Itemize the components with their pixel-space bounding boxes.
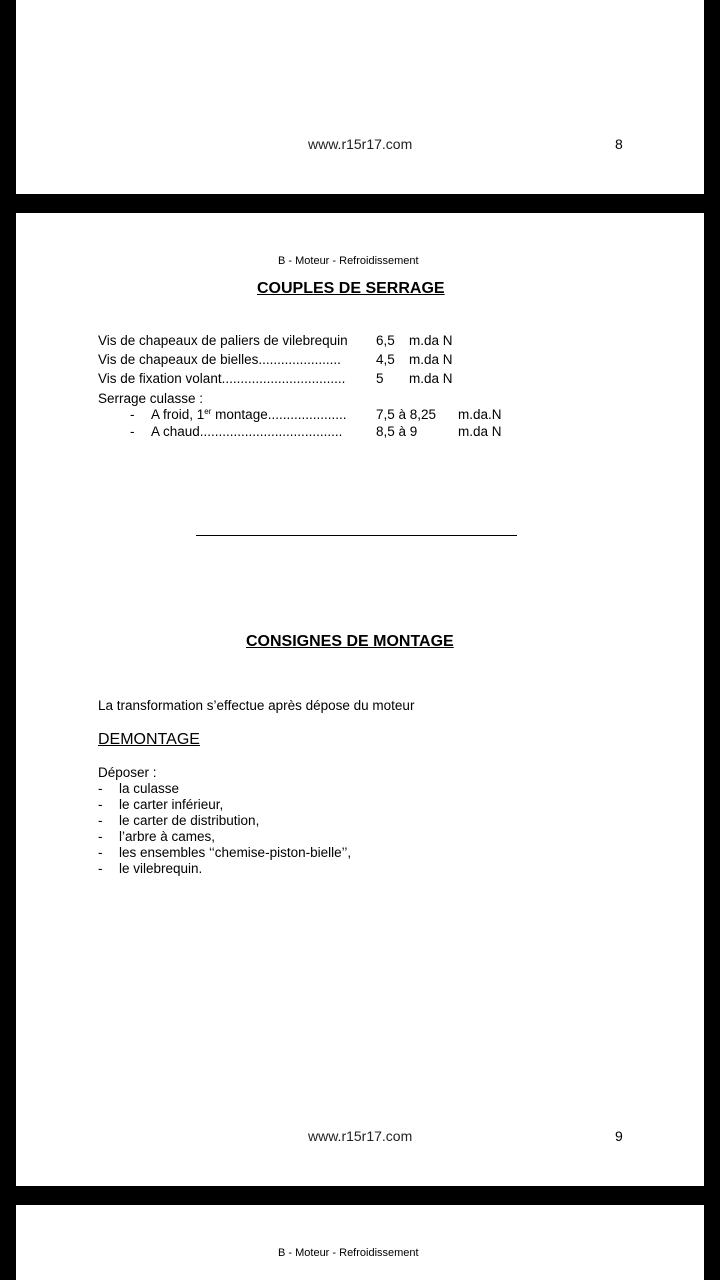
- list-dash: -: [98, 781, 103, 796]
- title-consignes-de-montage: CONSIGNES DE MONTAGE: [246, 633, 454, 650]
- page-8: [16, 0, 704, 194]
- serrage-unit: m.da.N: [458, 407, 502, 422]
- serrage-label: A chaud......................................: [151, 424, 343, 439]
- torque-value: 5: [376, 371, 384, 386]
- list-item-text: le vilebrequin.: [119, 861, 203, 876]
- list-item-text: la culasse: [119, 781, 180, 796]
- page-10: [16, 1205, 704, 1280]
- torque-unit: m.da N: [409, 352, 453, 367]
- running-header: B - Moteur - Refroidissement: [278, 255, 419, 267]
- serrage-value: 8,5 à 9: [376, 424, 418, 439]
- torque-value: 4,5: [376, 352, 395, 367]
- serrage-value: 7,5 à 8,25: [376, 407, 437, 422]
- serrage-culasse-label: Serrage culasse :: [98, 391, 204, 406]
- intro-text: La transformation s’effectue après dépose du moteur: [98, 698, 415, 713]
- list-dash: -: [98, 845, 103, 860]
- footer-url[interactable]: www.r15r17.com: [308, 136, 413, 152]
- list-dash: -: [98, 813, 103, 828]
- torque-label: Vis de chapeaux de bielles......................: [98, 352, 341, 367]
- title-couples-de-serrage: COUPLES DE SERRAGE: [257, 280, 445, 297]
- list-dash: -: [98, 861, 103, 876]
- serrage-unit: m.da N: [458, 424, 502, 439]
- horizontal-rule: [196, 535, 517, 536]
- list-dash: -: [98, 797, 103, 812]
- list-item-text: l’arbre à cames,: [119, 829, 216, 844]
- demontage-heading: DEMONTAGE: [98, 731, 200, 748]
- torque-unit: m.da N: [409, 371, 453, 386]
- torque-value: 6,5: [376, 333, 395, 348]
- torque-label: Vis de chapeaux de paliers de vilebrequin: [98, 333, 348, 348]
- page-number: 8: [615, 136, 623, 152]
- page-number: 9: [615, 1128, 623, 1144]
- torque-label: Vis de fixation volant.................................: [98, 371, 346, 386]
- list-item-text: le carter inférieur,: [119, 797, 224, 812]
- running-header: B - Moteur - Refroidissement: [278, 1247, 419, 1259]
- deposer-label: Déposer :: [98, 765, 157, 780]
- page-9: [16, 213, 704, 1186]
- list-dash: -: [130, 407, 135, 422]
- list-item-text: le carter de distribution,: [119, 813, 260, 828]
- torque-unit: m.da N: [409, 333, 453, 348]
- serrage-label: A froid, 1er montage.....................: [151, 407, 347, 422]
- list-dash: -: [98, 829, 103, 844]
- list-item-text: les ensembles ‘‘chemise-piston-bielle’’,: [119, 845, 352, 860]
- footer-url[interactable]: www.r15r17.com: [308, 1128, 413, 1144]
- list-dash: -: [130, 424, 135, 439]
